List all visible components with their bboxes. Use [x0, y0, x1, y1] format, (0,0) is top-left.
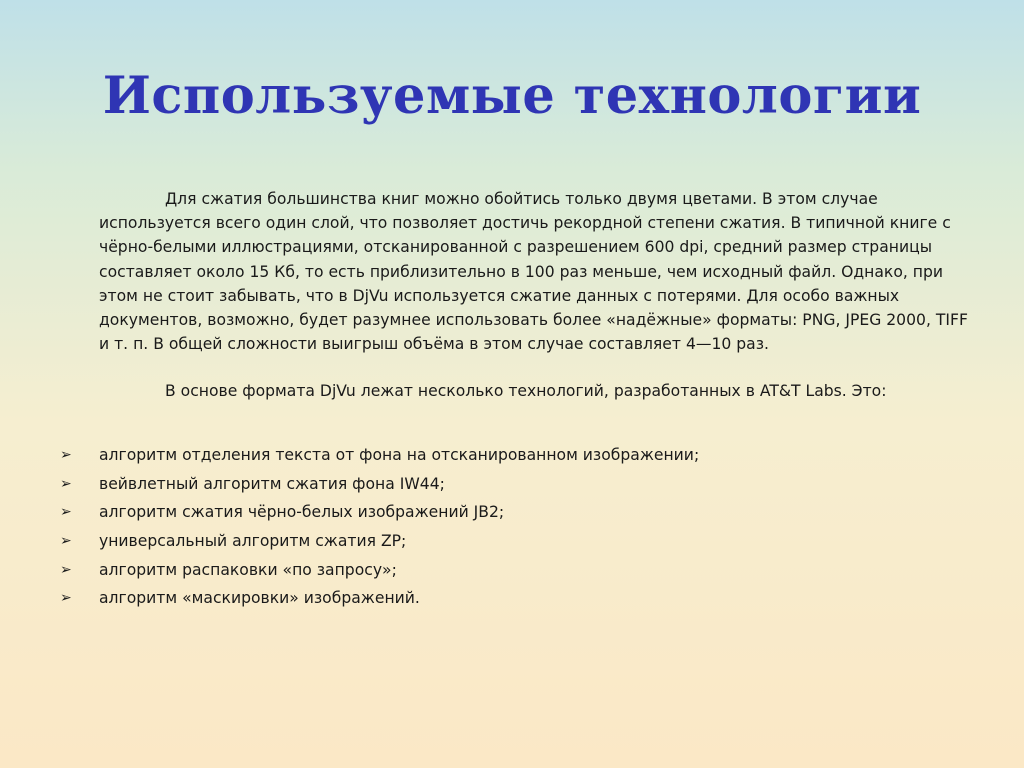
list-item	[60, 587, 699, 616]
list-item-text: алгоритм распаковки «по запросу»;	[99, 560, 397, 579]
arrow-bullet-icon: ➢	[60, 475, 72, 492]
list-item	[60, 530, 699, 559]
list-item-text: алгоритм «маскировки» изображений.	[99, 589, 420, 608]
list-item-text: вейвлетный алгоритм сжатия фона IW44;	[99, 474, 445, 493]
list-item-text: алгоритм сжатия чёрно-белых изображений JB2;	[99, 503, 505, 522]
list-item	[60, 444, 699, 473]
arrow-bullet-icon: ➢	[60, 561, 72, 578]
paragraph-compression: Для сжатия большинства книг можно обойтись только двумя цветами. В этом случае используется всего один слой, что позволяет достичь рекордной степени сжатия. В типичной книге с чёрно-белыми иллюстрациями, отсканированной с разрешением 600 dpi, средний размер страницы составляет около 15 Кб, то есть приблизительно в 100 раз меньше, чем исходный файл. Однако, при этом не стоит забывать, что в DjVu используется сжатие данных с потерями. Для особо важных документов, возможно, будет разумнее использовать более «надёжные» форматы: PNG, JPEG 2000, TIFF и т. п. В общей сложности выигрыш объёма в этом случае составляет 4—10 раз.	[99, 190, 968, 354]
arrow-bullet-icon: ➢	[60, 533, 72, 550]
paragraph-technologies-intro: В основе формата DjVu лежат несколько технологий, разработанных в AT&T Labs. Это:	[165, 382, 887, 401]
arrow-bullet-icon: ➢	[60, 447, 72, 463]
list-item	[60, 559, 699, 588]
list-item-text: универсальный алгоритм сжатия ZP;	[99, 532, 407, 551]
arrow-bullet-icon: ➢	[60, 504, 72, 521]
list-item-text: алгоритм отделения текста от фона на отсканированном изображении;	[99, 446, 700, 464]
list-item	[60, 501, 699, 530]
technology-list	[60, 444, 699, 616]
slide-body	[99, 187, 969, 404]
slide-title: Используемые технологии	[102, 66, 922, 126]
list-item	[60, 473, 699, 502]
arrow-bullet-icon: ➢	[60, 590, 72, 607]
